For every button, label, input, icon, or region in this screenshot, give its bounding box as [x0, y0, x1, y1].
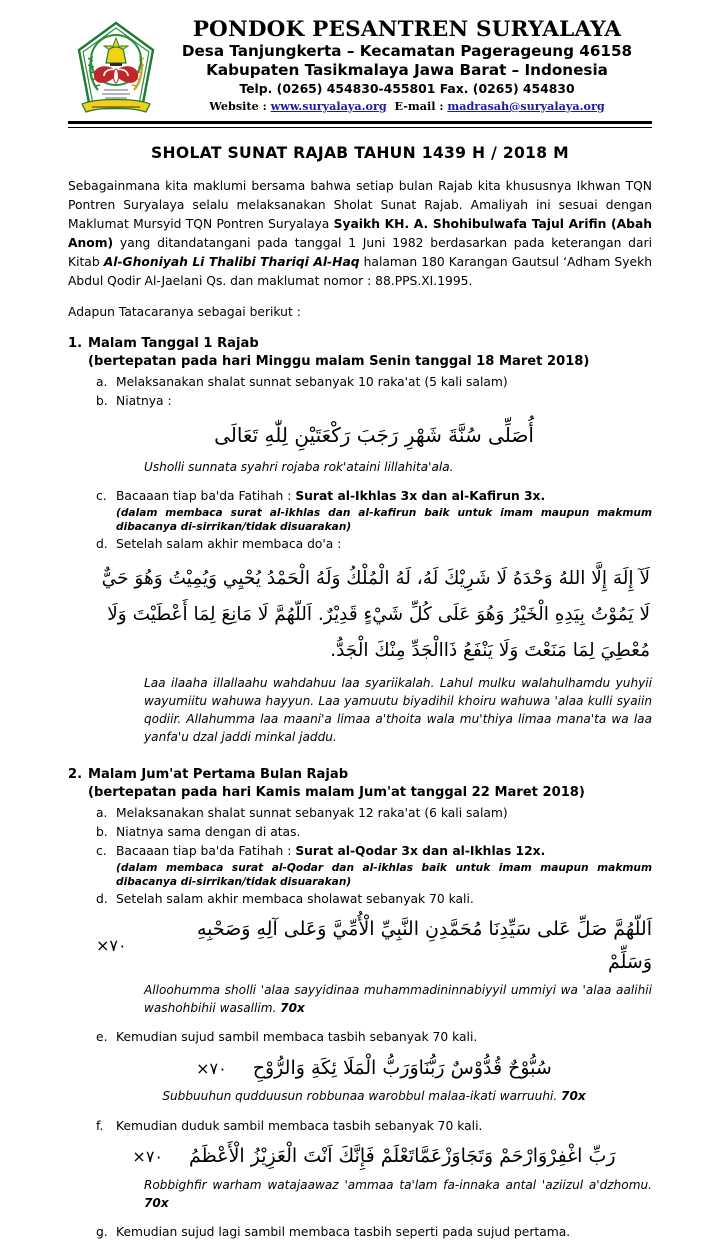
website-label: Website : — [209, 98, 271, 113]
address-line-2: Kabupaten Tasikmalaya Jawa Barat – Indonesia — [206, 61, 608, 80]
mursyid-name: Syaikh KH. A. Shohibulwafa Tajul Arifin (Abah Anom) — [68, 216, 652, 250]
spacer — [96, 1021, 652, 1029]
translit-text: Subbuuhun qudduusun robbunaa warobbul malaa-ikati warruuhi. — [162, 1089, 562, 1104]
item-letter: e. — [96, 1030, 108, 1045]
item-text-wrap — [116, 843, 652, 890]
list-item — [96, 1029, 652, 1047]
list-item — [96, 824, 652, 842]
item-text: Kemudian sujud lagi sambil membaca tasbih seperti pada sujud pertama. — [116, 1225, 571, 1240]
item-letter: a. — [96, 374, 108, 389]
item-note: (dalam membaca surat al-Qodar dan al-ikhlas baik untuk imam maupun makmum dibacanya di-sirrikan/tidak disuarakan) — [116, 861, 652, 888]
translit-text: Robbighfir warham watajaawaz 'ammaa ta'lam fa-innaka antal 'aziizul a'dzhomu. — [144, 1177, 652, 1192]
item-text: Bacaaan tiap ba'da Fatihah : — [116, 843, 296, 858]
item-text-emphasis: Surat al-Ikhlas 3x dan al-Kafirun 3x. — [295, 488, 546, 503]
spacer — [96, 1216, 652, 1224]
item-letter: f. — [96, 1118, 104, 1133]
item-letter: a. — [96, 806, 108, 821]
section-1-heading — [68, 335, 652, 371]
list-item — [96, 536, 652, 554]
tasbih-sujud-transliteration — [96, 1087, 652, 1105]
logo-container — [68, 18, 164, 116]
header-divider — [0, 121, 720, 128]
lead-in-text: Adapun Tatacaranya sebagai berikut : — [68, 304, 301, 319]
translit-text: Alloohumma sholli 'alaa sayyidinaa muhammadininnabiyyil ummiyi wa 'alaa aalihii washohbihii wasallim. — [144, 983, 652, 1016]
spacer — [68, 750, 652, 766]
intro-text-c: halaman 180 Karangan Gautsul ‘Adham Syekh Abdul Qodir Al-Jaelani Qs. dan maklumat nomor : 88.PPS.XI.1995. — [68, 254, 652, 288]
item-text: Melaksanakan shalat sunnat sebanyak 12 raka'at (6 kali salam) — [116, 806, 508, 821]
translit-count: 70x — [144, 1195, 169, 1210]
list-item — [96, 1224, 652, 1242]
item-text-wrap — [116, 488, 652, 535]
tasbih-sujud-arabic-text: سُبُّوْحٌ قُدُّوْسٌ رَبُّنَاوَرَبُّ الْمَلَا ئِكَةِ وَالرُّوْحِ — [252, 1057, 552, 1080]
item-text: Setelah salam akhir membaca do'a : — [116, 536, 342, 551]
section-1-number: 1. — [68, 335, 83, 351]
list-item — [96, 843, 652, 890]
tasbih-duduk-arabic-row — [96, 1140, 652, 1172]
item-letter: c. — [96, 843, 107, 858]
item-letter: b. — [96, 393, 108, 408]
doa-transliteration: Laa ilaaha illallaahu wahdahuu laa syariikalah. Lahul mulku walahulhamdu yuhyii wayumiitu wahuwa hayyun. Laa yamuutu biyadihil khoiru wahuwa 'alaa kulli syaiin qodiir. Allahumma laa maani'a limaa a'thoita wala mu'thiya limaa mana'ta wa laa yanfa'u dzal jaddi minkal jaddu. — [144, 675, 652, 744]
tasbih-duduk-repeat-count: ×٧٠ — [132, 1147, 163, 1167]
section-1-title: Malam Tanggal 1 Rajab — [88, 335, 259, 351]
translit-count: 70x — [561, 1089, 586, 1104]
section-2-title-wrap — [88, 766, 652, 802]
spacer — [96, 480, 652, 488]
list-item — [96, 891, 652, 909]
divider-thick — [68, 121, 652, 124]
tasbih-duduk-transliteration — [144, 1176, 652, 1212]
tasbih-duduk-arabic-text: رَبِّ اغْفِرْوَارْحَمْ وَتَجَاوَزْعَمَّاتَعْلَمْ فَإِنَّكَ اَنْتَ الْعَزِيْزُ الْأَعْظَمُ — [189, 1145, 616, 1168]
sholawat-transliteration — [144, 981, 652, 1017]
institution-name: PONDOK PESANTREN SURYALAYA — [192, 17, 622, 42]
email-link[interactable]: madrasah@suryalaya.org — [447, 98, 605, 113]
section-1-title-wrap — [88, 335, 652, 371]
pesantren-logo-icon — [74, 20, 158, 116]
spacer — [387, 99, 395, 113]
phone-fax-line: Telp. (0265) 454830-455801 Fax. (0265) 454830 — [239, 81, 575, 97]
section-2-title: Malam Jum'at Pertama Bulan Rajab — [88, 767, 349, 783]
item-letter: g. — [96, 1225, 108, 1240]
item-text: Niatnya : — [116, 393, 172, 408]
translit-count: 70x — [280, 1001, 305, 1016]
section-1-items — [96, 374, 652, 746]
address-line-1: Desa Tanjungkerta – Kecamatan Pagerageung 46158 — [181, 42, 633, 61]
section-2 — [68, 766, 652, 1242]
item-text-emphasis: Surat al-Qodar 3x dan al-Ikhlas 12x. — [295, 843, 546, 858]
list-item — [96, 393, 652, 411]
section-1 — [68, 335, 652, 746]
item-letter: d. — [96, 891, 108, 906]
list-item — [96, 1118, 652, 1136]
divider-thin — [68, 127, 652, 128]
intro-text-a: Sebagainmana kita maklumi bersama bahwa setiap bulan Rajab kita khususnya Ikhwan TQN Pontren Suryalaya selalu melaksanakan Sholat Sunat Rajab. Amaliyah ini sesuai dengan Maklumat Mursyid TQN Pontren Suryalaya — [68, 178, 652, 231]
item-text: Kemudian sujud sambil membaca tasbih sebanyak 70 kali. — [116, 1030, 478, 1045]
letterhead — [0, 0, 720, 116]
section-1-subtitle: (bertepatan pada hari Minggu malam Senin tanggal 18 Maret 2018) — [88, 353, 590, 369]
intro-text-b: yang ditandatangani pada tanggal 1 Juni 1982 berdasarkan pada keterangan dari Kitab — [68, 235, 652, 269]
intro-paragraph — [68, 177, 652, 291]
sholawat-arabic-row — [96, 913, 652, 978]
section-2-items — [96, 805, 652, 1242]
sholawat-repeat-count: ×٧٠ — [96, 936, 127, 956]
niyyah-arabic-text: أُصَلِّى سُنَّةَ شَهْرِ رَجَبَ رَكْعَتَيْنِ لِلّٰهِ تَعَالَى — [214, 422, 534, 447]
section-2-heading — [68, 766, 652, 802]
sholawat-arabic-text: اَللّهُمَّ صَلِّ عَلى سَيِّدِنَا مُحَمَّدِنِ النَّبِيِّ الْأُمِّيَّ وَعَلى آلِهِ وَصَحْبِهِ وَسَلِّمْ — [196, 918, 652, 973]
document-body — [0, 144, 720, 1242]
section-2-subtitle: (bertepatan pada hari Kamis malam Jum'at tanggal 22 Maret 2018) — [88, 785, 585, 801]
item-text: Bacaaan tiap ba'da Fatihah : — [116, 488, 296, 503]
web-email-line — [168, 99, 646, 114]
item-note: (dalam membaca surat al-ikhlas dan al-kafirun baik untuk imam maupun makmum dibacanya di-sirrikan/tidak disuarakan) — [116, 506, 652, 533]
niyyah-transliteration: Usholli sunnata syahri rojaba rok'ataini lillahita'ala. — [144, 459, 454, 474]
document-title: SHOLAT SUNAT RAJAB TAHUN 1439 H / 2018 M — [151, 143, 569, 162]
item-text: Melaksanakan shalat sunnat sebanyak 10 raka'at (5 kali salam) — [116, 374, 508, 389]
section-2-number: 2. — [68, 767, 83, 783]
item-letter: c. — [96, 488, 107, 503]
tasbih-sujud-repeat-count: ×٧٠ — [196, 1058, 227, 1078]
item-letter: d. — [96, 536, 108, 551]
list-item — [96, 374, 652, 392]
email-label: E-mail : — [394, 98, 448, 113]
letterhead-text — [164, 18, 652, 114]
item-text: Setelah salam akhir membaca sholawat sebanyak 70 kali. — [116, 891, 474, 906]
website-link[interactable]: www.suryalaya.org — [270, 98, 387, 113]
spacer — [96, 1110, 652, 1118]
tasbih-sujud-arabic-row — [96, 1052, 652, 1084]
item-text: Niatnya sama dengan di atas. — [116, 825, 301, 840]
item-letter: b. — [96, 825, 108, 840]
item-text: Kemudian duduk sambil membaca tasbih sebanyak 70 kali. — [116, 1118, 483, 1133]
doa-arabic-text: لَآ إِلَهَ إِلَّا اللهُ وَحْدَهُ لَا شَرِيْكَ لَهُ، لَهُ الْمُلْكُ وَلَهُ الْحَمْدُ يُحْيِي وَيُمِيْتُ وَهُوَ حَيٌّ لَا يَمُوْتُ بِيَدِهِ الْخَيْرُ وَهُوَ عَلَى كُلِّ شَيْءٍ قَدِيْرٌ. اَللّهُمَّ لَا مَانِعَ لِمَا أَعْطَيْتَ وَلَا مُعْطِيَ لِمَا مَنَعْتَ وَلَا يَنْفَعُ ذَاالْجَدِّ مِنْكَ الْجَدُّ. — [101, 568, 650, 662]
kitab-name: Al-Ghoniyah Li Thalibi Thariqi Al-Haq — [103, 254, 360, 269]
list-item — [96, 488, 652, 535]
list-item — [96, 805, 652, 823]
